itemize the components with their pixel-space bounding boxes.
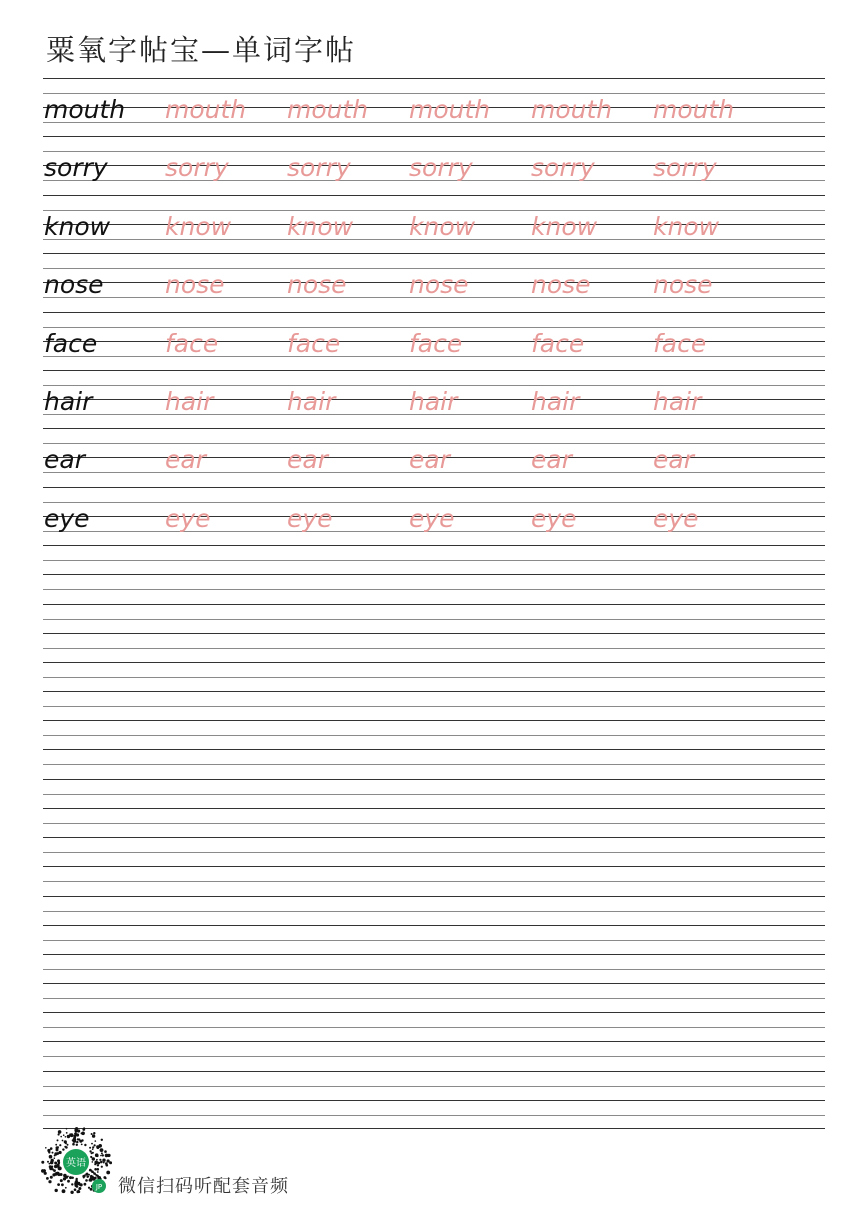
word-practice-row bbox=[43, 370, 825, 428]
ruled-line bbox=[43, 808, 825, 809]
trace-word: know bbox=[653, 211, 720, 241]
handwriting-sheet bbox=[43, 78, 825, 1118]
ruled-line bbox=[43, 969, 825, 970]
ruled-line bbox=[43, 1012, 825, 1013]
trace-word: know bbox=[531, 211, 598, 241]
ruled-line bbox=[43, 852, 825, 853]
ruled-line bbox=[43, 735, 825, 736]
model-word: hair bbox=[44, 387, 93, 416]
trace-word: mouth bbox=[409, 95, 491, 124]
word-practice-row bbox=[43, 428, 825, 486]
trace-word: face bbox=[653, 328, 707, 358]
word-practice-row bbox=[43, 253, 825, 311]
trace-word: mouth bbox=[653, 95, 735, 124]
ruled-line bbox=[43, 633, 825, 634]
trace-word: sorry bbox=[165, 153, 229, 183]
footer bbox=[40, 1126, 440, 1198]
ruled-line bbox=[43, 648, 825, 649]
trace-word: nose bbox=[531, 270, 591, 300]
trace-word: eye bbox=[531, 503, 577, 533]
word-practice-row bbox=[43, 487, 825, 545]
ruled-line bbox=[43, 749, 825, 750]
trace-word: nose bbox=[165, 270, 225, 300]
trace-word: nose bbox=[287, 270, 347, 300]
ruled-line bbox=[43, 1100, 825, 1101]
ruled-line bbox=[43, 881, 825, 882]
model-word: mouth bbox=[44, 95, 126, 124]
trace-word: sorry bbox=[287, 153, 351, 183]
model-word: nose bbox=[44, 270, 104, 300]
trace-word: mouth bbox=[165, 95, 247, 124]
ruled-line bbox=[43, 545, 825, 546]
ruled-line bbox=[43, 1041, 825, 1042]
ruled-line bbox=[43, 911, 825, 912]
trace-word: nose bbox=[409, 270, 469, 300]
trace-word: eye bbox=[653, 503, 699, 533]
qr-badge-label: 英语 bbox=[66, 1158, 86, 1169]
ruled-line bbox=[43, 837, 825, 838]
trace-word: ear bbox=[653, 445, 694, 475]
ruled-line bbox=[43, 823, 825, 824]
trace-word: hair bbox=[409, 387, 458, 416]
trace-word: sorry bbox=[531, 153, 595, 183]
ruled-line bbox=[43, 954, 825, 955]
ruled-line bbox=[43, 619, 825, 620]
ruled-line bbox=[43, 896, 825, 897]
trace-word: sorry bbox=[409, 153, 473, 183]
trace-word: eye bbox=[165, 503, 211, 533]
word-practice-row bbox=[43, 136, 825, 194]
ruled-line bbox=[43, 677, 825, 678]
ruled-line bbox=[43, 998, 825, 999]
trace-word: mouth bbox=[287, 95, 369, 124]
word-practice-row bbox=[43, 195, 825, 253]
trace-word: sorry bbox=[653, 153, 717, 183]
ruled-line bbox=[43, 1027, 825, 1028]
ruled-line bbox=[43, 589, 825, 590]
trace-word: ear bbox=[531, 445, 572, 475]
trace-word: ear bbox=[165, 445, 206, 475]
model-word: sorry bbox=[44, 153, 108, 183]
ruled-line bbox=[43, 1071, 825, 1072]
page-title: 粟氧字帖宝—单词字帖 bbox=[46, 33, 357, 67]
word-practice-row bbox=[43, 312, 825, 370]
ruled-line bbox=[43, 706, 825, 707]
trace-word: hair bbox=[287, 387, 336, 416]
ruled-line bbox=[43, 866, 825, 867]
trace-word: know bbox=[409, 211, 476, 241]
model-word: ear bbox=[44, 445, 85, 475]
trace-word: eye bbox=[409, 503, 455, 533]
trace-word: know bbox=[287, 211, 354, 241]
ruled-line bbox=[43, 574, 825, 575]
trace-word: hair bbox=[165, 387, 214, 416]
trace-word: face bbox=[409, 328, 463, 358]
ruled-line bbox=[43, 604, 825, 605]
qr-corner-label: JP bbox=[95, 1183, 103, 1191]
ruled-line bbox=[43, 691, 825, 692]
ruled-line bbox=[43, 764, 825, 765]
ruled-line bbox=[43, 794, 825, 795]
trace-word: eye bbox=[287, 503, 333, 533]
scan-instruction: 微信扫码听配套音频 bbox=[118, 1176, 289, 1197]
ruled-line bbox=[43, 662, 825, 663]
trace-word: mouth bbox=[531, 95, 613, 124]
trace-word: hair bbox=[531, 387, 580, 416]
ruled-line bbox=[43, 560, 825, 561]
model-word: eye bbox=[44, 503, 90, 533]
ruled-line bbox=[43, 925, 825, 926]
trace-word: face bbox=[287, 328, 341, 358]
qr-code-icon[interactable] bbox=[40, 1126, 112, 1198]
trace-word: ear bbox=[409, 445, 450, 475]
trace-word: hair bbox=[653, 387, 702, 416]
ruled-line bbox=[43, 940, 825, 941]
trace-word: nose bbox=[653, 270, 713, 300]
ruled-line bbox=[43, 1115, 825, 1116]
ruled-line bbox=[43, 779, 825, 780]
trace-word: face bbox=[531, 328, 585, 358]
ruled-line bbox=[43, 1056, 825, 1057]
ruled-line bbox=[43, 1086, 825, 1087]
model-word: face bbox=[44, 328, 98, 358]
trace-word: face bbox=[165, 328, 219, 358]
word-practice-row bbox=[43, 78, 825, 136]
trace-word: ear bbox=[287, 445, 328, 475]
trace-word: know bbox=[165, 211, 232, 241]
ruled-line bbox=[43, 983, 825, 984]
model-word: know bbox=[44, 211, 111, 241]
ruled-line bbox=[43, 720, 825, 721]
